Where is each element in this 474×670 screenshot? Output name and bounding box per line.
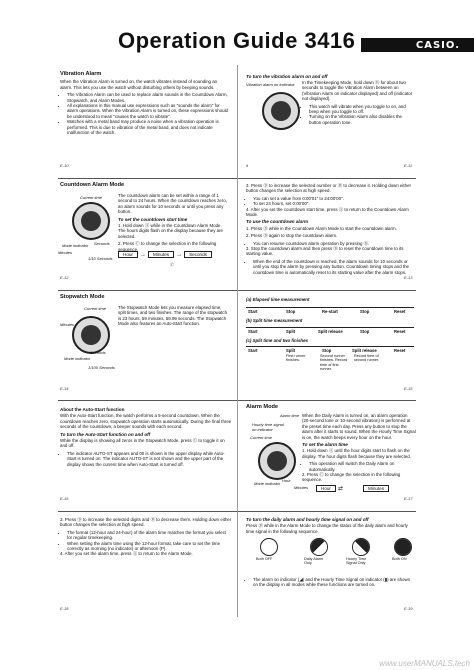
bullet: • This watch will vibrate when you toggle to on, and beep when you toggle to off. — [309, 104, 414, 115]
flow-line — [246, 307, 414, 308]
flow-cell: Stop — [360, 329, 370, 334]
flow-line — [246, 346, 414, 347]
flow-cell: Start — [248, 348, 258, 353]
page-number: E-15 — [404, 386, 413, 391]
auto-start-section — [60, 405, 232, 467]
flow-note: Record time of second runner. — [354, 354, 380, 363]
flow-cell: Split — [286, 348, 296, 353]
seq-hour: Hour — [316, 485, 336, 492]
flow-cell: Re-start — [322, 309, 338, 314]
flow-note: Second runner finishes. Record time of first runner. — [320, 354, 348, 372]
step: 3. Press Ⓓ to increase the selected number or Ⓑ to decrease it. Holding down either button changes the selection at high speed. — [246, 183, 411, 194]
bullet: • Watches with a metal band may produce a noise when a vibration operation is performed. This is due to vibration of the metal band, and does not indicate malfunction of the watch. — [67, 119, 230, 135]
vibration-alarm-section — [60, 72, 230, 135]
bullet: • All explanations in this manual use expressions such as "sounds the alarm" for alarm operations. When the Vibration Alarm is turned on, these expressions should be understood to mean "causes the watch to vibrate". — [67, 103, 230, 119]
watch-illustration — [72, 316, 110, 354]
countdown-intro — [118, 193, 230, 254]
label-current-time: Current time — [250, 435, 273, 440]
stopwatch-section — [60, 295, 120, 302]
paragraph: The countdown alarm can be set within a range of 1 second to 24 hours. When the countdown reaches zero, an alarm sounds for 10 seconds or until you press any button. — [118, 193, 227, 215]
paragraph: With the Auto-Start function, the watch performs a 5-second countdown. When the countdown reaches zero, stopwatch operation starts automatically. During the final three seconds of the countdown, a beeper sounds with each second. — [60, 413, 232, 430]
paragraph: When the Daily Alarm is turned on, an alarm operation (20-second tone or 10-second vibration) is performed at the preset time each day. Press any button to stop the alarm after it starts to sound. When the Hourly Time Signal is on, the watch beeps every hour on the hour. — [302, 413, 416, 440]
page-number: E-11 — [404, 163, 413, 168]
state-label: Both ON — [392, 557, 407, 561]
page-title: Operation Guide 3416 — [112, 28, 361, 54]
watch-illustration — [72, 202, 110, 240]
bullet: • You can resume countdown alarm operation by pressing Ⓓ. — [253, 241, 416, 246]
paragraph: While the display is showing all zeros in the Stopwatch Mode, press Ⓒ to toggle it on and off. — [60, 438, 225, 449]
step: 2. Press Ⓓ again to stop the countdown alarm. — [246, 233, 338, 239]
flow-note: First runner finishes. — [286, 354, 306, 363]
page-number: E-14 — [60, 386, 69, 391]
bullet: • You can set a value from 0:00'01" to 24:00'00". — [253, 196, 416, 201]
step: 3. Press Ⓓ to increase the selected digits and Ⓑ to decrease them. Holding down either button changes the selection at high speed. — [60, 517, 232, 528]
watch-illustration — [258, 442, 296, 480]
flow-b-title: (b) Split time measurement — [246, 318, 303, 323]
arrow-right-icon: → — [139, 252, 146, 258]
subheading: To set the countdown start time — [118, 216, 188, 222]
label-current-time: Current time — [84, 306, 107, 311]
flow-c-title: (c) Split time and two finishes — [246, 338, 308, 343]
label-mode-indicator: Mode indicator — [254, 481, 281, 486]
step: 4. After you set the countdown start time, press Ⓐ to return to the Countdown Alarm Mode. — [246, 206, 409, 218]
indicator-label: Vibration alarm on indicator — [246, 82, 295, 87]
flow-cell: Split release — [318, 329, 343, 334]
step: 2. Press Ⓒ to change the selection in the following sequence. — [302, 472, 401, 483]
alarm-sequence — [316, 485, 389, 492]
alarm-mode-section — [246, 405, 306, 412]
section-title: Countdown Alarm Mode — [60, 182, 125, 188]
step: 2. Press Ⓒ to change the selection in the following sequence. — [118, 241, 217, 252]
alarm-toggle-section — [246, 515, 416, 536]
flow-cell: Start — [248, 329, 258, 334]
flow-cell: Stop — [360, 309, 370, 314]
flow-cell: Reset — [394, 309, 406, 314]
subheading: To set the alarm time — [302, 442, 348, 448]
countdown-section — [60, 183, 230, 190]
label-alarm-time: Alarm time — [280, 413, 300, 418]
section-title: Stopwatch Mode — [60, 294, 105, 300]
label-mode-indicator: Mode indicator — [62, 243, 89, 248]
flow-cell: Split release — [352, 348, 377, 353]
bullet: • The Vibration Alarm can be used to replace alarm sounds in the Countdown Alarm, Stopwatch, and Alarm Modes. — [67, 92, 230, 103]
step: 4. After you set the alarm time, press Ⓐ to return to the Alarm Mode. — [60, 551, 193, 557]
countdown-sequence — [118, 251, 212, 258]
subheading: To turn the vibration alarm on and off — [246, 74, 328, 79]
flow-cell: Stop — [286, 309, 296, 314]
brand-logo: CASIO. — [415, 40, 460, 51]
bullet: • To set 24 hours, set 0:00'00". — [253, 201, 416, 206]
seq-hour: Hour — [118, 251, 138, 258]
seq-minutes: Minutes — [148, 251, 174, 258]
stopwatch-intro — [118, 305, 230, 329]
bullet: • The alarm on indicator (◢) and the Hourly Time Signal on indicator (▮) are shown on the display in all modes while these functions are turned on. — [253, 577, 416, 588]
bullet: • When the end of the countdown is reached, the alarm sounds for 10 seconds or until you stop the alarm by pressing any button. Countdown timing stops and the countdown time is automatically reset to its starting value after the alarm stops. — [253, 259, 416, 275]
flow-a-title: (a) Elapsed time measurement — [246, 297, 310, 302]
step: 1. Hold down Ⓐ until the hour digits start to flash on the display. The hour digits flash because they are selected. — [302, 448, 411, 459]
page-number: E-10 — [60, 163, 69, 168]
step: 1. Hold down Ⓐ while in the Countdown Alarm Mode. The hours digits flash on the display because they are selected. — [118, 223, 223, 239]
watch-illustration — [262, 92, 300, 130]
page-number: E-17 — [404, 496, 413, 501]
flow-cell: Stop — [322, 348, 332, 353]
both-on-icon — [394, 538, 412, 556]
alarm-indicator-note — [246, 577, 416, 588]
seq-seconds: Seconds — [184, 251, 212, 258]
section-title: Vibration Alarm — [60, 71, 102, 77]
label-mode-indicator: Mode indicator — [64, 356, 91, 361]
paragraph: Press Ⓓ while in the Alarm Mode to change the status of the daily alarm and hourly time signal in the following sequence. — [246, 523, 408, 534]
alarm-intro — [302, 413, 416, 485]
flow-line — [246, 327, 414, 328]
label-hourly-signal: Hourly time signal on indicator — [252, 422, 284, 432]
label-hour: Hour — [282, 478, 291, 483]
label-hundredth-seconds: 1/100 Seconds — [88, 365, 115, 370]
bullet: • The indicator AUTO-ST appears and 00 is shown in the upper display while Auto-Start is turned on. The indicator AUTO-ST is not shown and the upper part of the display shows the current time when Auto-Start is turned off. — [67, 451, 232, 467]
both-off-icon — [260, 538, 278, 556]
label-seconds: Seconds — [90, 350, 106, 355]
subheading: About the Auto-Start function — [60, 407, 125, 412]
column-divider — [237, 65, 238, 617]
flow-cell: Split — [286, 329, 296, 334]
bullet: • This operation will switch the Daily Alarm on automatically. — [309, 461, 416, 472]
section-title: Alarm Mode — [246, 404, 279, 410]
subheading: To use the countdown alarm — [246, 219, 309, 225]
state-label: Both OFF — [256, 557, 273, 561]
state-label: Hourly Time Signal Only — [346, 557, 367, 566]
bullet: • The format (12-hour and 24-hour) of the alarm time matches the format you select for regular timekeeping. — [67, 530, 232, 541]
label-minutes: Minutes — [294, 485, 309, 490]
flow-cell: Reset — [394, 348, 406, 353]
flow-cell: Start — [248, 309, 258, 314]
page-number: 6 — [246, 163, 249, 168]
bullet: • Turning on the Vibration Alarm also disables the button operation tone. — [309, 114, 414, 125]
page-number: E-12 — [60, 275, 69, 280]
page-number: E-13 — [404, 275, 413, 280]
subheading: To turn the Auto-Start function on and off — [60, 431, 151, 437]
hourly-signal-icon — [352, 538, 370, 556]
label-minutes: Minutes — [58, 250, 73, 255]
daily-alarm-icon — [310, 538, 328, 556]
bullet: • When setting the alarm time using the 12-hour format, take care to set the time correctly as morning (no indicator) or afternoon (P). — [67, 541, 232, 552]
alarm-set-continued — [60, 517, 232, 559]
label-seconds: Seconds — [94, 241, 110, 246]
step: 3. Stop the countdown alarm and then press Ⓑ to reset the countdown time to its starting value. — [246, 246, 404, 257]
paragraph: When the Vibration Alarm is turned on, the watch vibrates instead of sounding an alarm. This lets you use the watch without disturbing others by beeping sounds. — [60, 79, 218, 90]
watermark: www.userMANUALS.tech — [379, 659, 470, 668]
label-minutes: Minutes — [60, 322, 75, 327]
page-number: E-16 — [60, 496, 69, 501]
page-number: E-19 — [404, 606, 413, 611]
double-arrow-icon: ⇄ — [337, 486, 343, 492]
c-button-icon: Ⓒ — [170, 262, 174, 267]
header-banner — [0, 0, 474, 52]
label-tenth-seconds: 1/10 Seconds — [88, 256, 113, 261]
state-label: Daily Alarm Only — [304, 557, 324, 566]
page-number: E-18 — [60, 606, 69, 611]
seq-minutes: Minutes — [363, 485, 389, 492]
paragraph: The Stopwatch Mode lets you measure elapsed time, split times, and two finishes. The range of the stopwatch is 23 hours, 59 minutes, 59.99 seconds. The Stopwatch Mode also features an Auto-Start function. — [118, 305, 228, 327]
vibration-steps — [302, 80, 414, 125]
arrow-right-icon: → — [176, 252, 183, 258]
subheading: To turn the daily alarm and hourly time signal on and off — [246, 517, 369, 522]
countdown-steps — [246, 183, 416, 275]
label-current-time: Current time — [80, 195, 103, 200]
step: 1. Press Ⓓ while in the Countdown Alarm Mode to start the countdown alarm. — [246, 225, 397, 231]
paragraph: In the Timekeeping Mode, hold down Ⓑ for about two seconds to toggle the Vibration Alarm between on (Vibration Alarm on indicator displayed) and off (indicator not displayed). — [302, 80, 413, 102]
flow-cell: Reset — [394, 329, 406, 334]
